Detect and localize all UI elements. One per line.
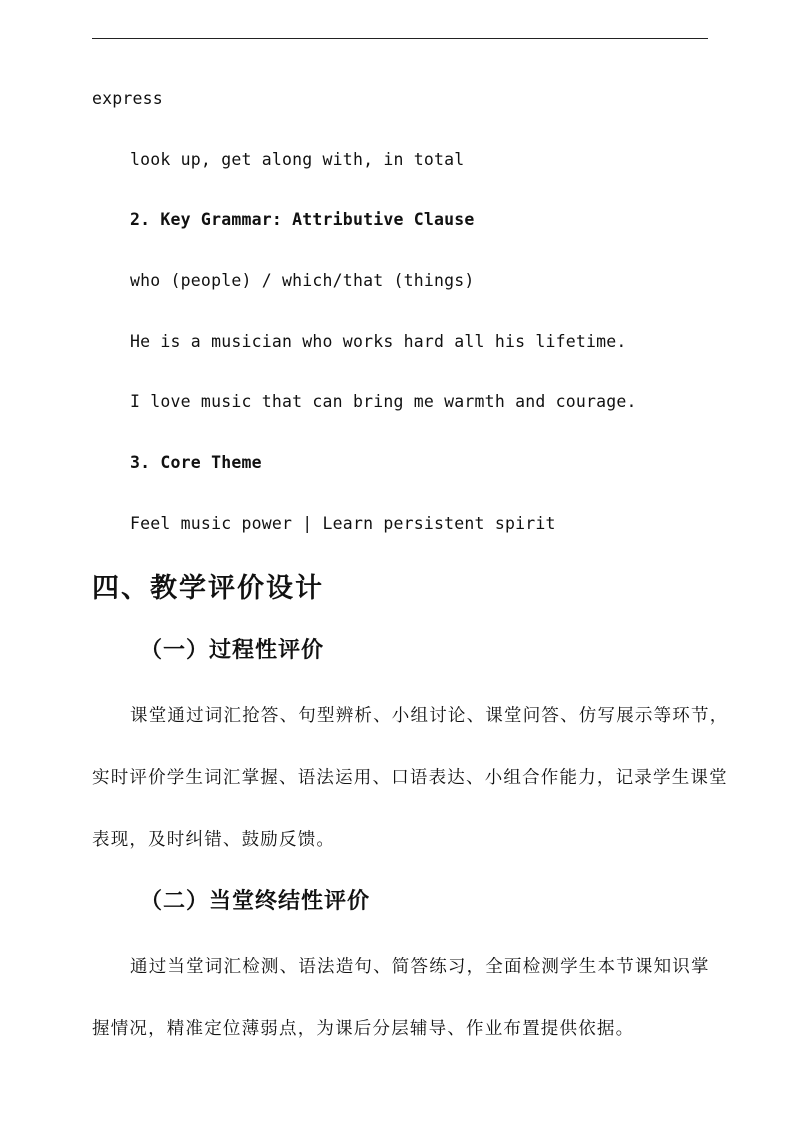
grammar-example-2: I love music that can bring me warmth and courage.	[130, 392, 637, 411]
grammar-example-1: He is a musician who works hard all his lifetime.	[130, 332, 627, 351]
header-rule	[92, 38, 708, 39]
section-four-title: 四、教学评价设计	[92, 573, 324, 604]
process-paragraph-line-3: 表现，及时纠错、鼓励反馈。	[92, 830, 336, 850]
vocab-phrases-line: look up, get along with, in total	[130, 150, 465, 169]
process-paragraph-line-2: 实时评价学生词汇掌握、语法运用、口语表达、小组合作能力，记录学生课堂	[92, 768, 728, 788]
grammar-heading: 2. Key Grammar: Attributive Clause	[130, 210, 475, 229]
summative-paragraph-line-2: 握情况，精准定位薄弱点，为课后分层辅导、作业布置提供依据。	[92, 1019, 635, 1039]
vocab-express-line: express	[92, 89, 163, 108]
theme-heading: 3. Core Theme	[130, 453, 262, 472]
process-evaluation-title: （一）过程性评价	[140, 638, 325, 663]
grammar-rule: who (people) / which/that (things)	[130, 271, 475, 290]
summative-paragraph-line-1: 通过当堂词汇检测、语法造句、简答练习，全面检测学生本节课知识掌	[130, 957, 710, 977]
summative-evaluation-title: （二）当堂终结性评价	[140, 889, 371, 914]
process-paragraph-line-1: 课堂通过词汇抢答、句型辨析、小组讨论、课堂问答、仿写展示等环节，	[130, 706, 729, 726]
theme-text: Feel music power | Learn persistent spirit	[130, 514, 556, 533]
